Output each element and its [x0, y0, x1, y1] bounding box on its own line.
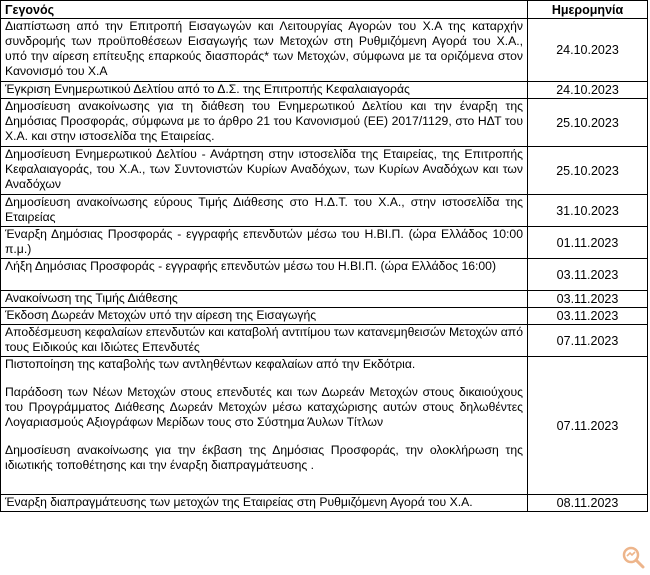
event-text: Έναρξη διαπραγμάτευσης των μετοχών της Εταιρείας στη Ρυθμιζόμενη Αγορά του Χ.Α. — [5, 495, 473, 509]
event-text: Πιστοποίηση της καταβολής των αντληθέντων κεφαλαίων από την Εκδότρια. — [5, 357, 416, 371]
table-row — [1, 195, 648, 227]
event-text: Αποδέσμευση κεφαλαίων επενδυτών και καταβολή αντιτίμου των κατανεμηθεισών Μετοχών από τους Ειδικούς και Ιδιώτες Επενδυτές — [5, 325, 523, 354]
date-cell: 01.11.2023 — [528, 227, 648, 259]
event-text: Δημοσίευση ανακοίνωσης εύρους Τιμής Διάθεσης στο Η.Δ.Τ. του Χ.Α., στην ιστοσελίδα της Εταιρείας — [5, 195, 523, 224]
table-row — [1, 291, 648, 308]
table-body — [1, 19, 648, 512]
date-cell: 25.10.2023 — [528, 147, 648, 195]
header-event: Γεγονός — [1, 1, 528, 19]
header-row — [1, 1, 648, 19]
date-cell: 07.11.2023 — [528, 325, 648, 357]
event-text: Διαπίστωση από την Επιτροπή Εισαγωγών και Λειτουργίας Αγορών του Χ.Α της καταρχήν συνδρομής των προϋποθέσεων Εισαγωγής των Μετοχών στη Ρυθμιζόμενη Αγορά του Χ.Α., υπό την αίρεση επίτευξης επαρκούς διασποράς* των Μετοχών, σύμφωνα με τα οριζόμενα στον Κανονισμό του Χ.Α — [5, 19, 523, 78]
event-text: Ανακοίνωση της Τιμής Διάθεσης — [5, 291, 178, 305]
event-cell — [1, 19, 528, 82]
event-cell — [1, 259, 528, 291]
event-text: Δημοσίευση ανακοίνωσης για τη διάθεση του Ενημερωτικού Δελτίου και την έναρξη της Δημόσιας Προσφοράς, σύμφωνα με το άρθρο 21 του Κανονισμού (ΕΕ) 2017/1129, στο ΗΔΤ του Χ.Α. και στην ιστοσελίδα της Εταιρείας. — [5, 99, 523, 143]
date-cell: 07.11.2023 — [528, 357, 648, 495]
event-cell — [1, 82, 528, 99]
table-row — [1, 259, 648, 291]
header-date: Ημερομηνία — [528, 1, 648, 19]
event-cell — [1, 291, 528, 308]
event-cell — [1, 308, 528, 325]
table-row — [1, 308, 648, 325]
event-cell — [1, 227, 528, 259]
date-cell: 25.10.2023 — [528, 99, 648, 147]
table-row — [1, 99, 648, 147]
event-cell — [1, 357, 528, 495]
event-text: Λήξη Δημόσιας Προσφοράς - εγγραφής επενδυτών μέσω του Η.ΒΙ.Π. (ώρα Ελλάδος 16:00) — [5, 259, 497, 273]
table-row — [1, 82, 648, 99]
event-text: Παράδοση των Νέων Μετοχών στους επενδυτές και των Δωρεάν Μετοχών στους δικαιούχους του Προγράμματος Διάθεσης Δωρεάν Μετοχών μέσω καταχώρισης αυτών στους δηλωθέντες Λογαριασμούς Αξιογράφων Μερίδων τους στο Σύστημα Άυλων Τίτλων — [5, 385, 523, 429]
table-row — [1, 147, 648, 195]
event-text: Έναρξη Δημόσιας Προσφοράς - εγγραφής επενδυτών μέσω του Η.ΒΙ.Π. (ώρα Ελλάδος 10:00 π.μ.) — [5, 227, 523, 256]
event-cell — [1, 495, 528, 512]
date-cell: 24.10.2023 — [528, 82, 648, 99]
event-text: Έκδοση Δωρεάν Μετοχών υπό την αίρεση της Εισαγωγής — [5, 308, 317, 322]
date-cell: 03.11.2023 — [528, 291, 648, 308]
date-cell: 03.11.2023 — [528, 308, 648, 325]
table-row — [1, 19, 648, 82]
table-row — [1, 227, 648, 259]
date-cell: 31.10.2023 — [528, 195, 648, 227]
event-cell — [1, 195, 528, 227]
date-cell: 24.10.2023 — [528, 19, 648, 82]
table-row — [1, 325, 648, 357]
magnifier-logo-icon — [621, 545, 645, 569]
table-row — [1, 495, 648, 512]
event-cell — [1, 147, 528, 195]
table-row — [1, 357, 648, 495]
event-text: Έγκριση Ενημερωτικού Δελτίου από το Δ.Σ. της Επιτροπής Κεφαλαιαγοράς — [5, 82, 410, 96]
date-cell: 03.11.2023 — [528, 259, 648, 291]
event-text: Δημοσίευση Ενημερωτικού Δελτίου - Ανάρτηση στην ιστοσελίδα της Εταιρείας, της Επιτροπής Κεφαλαιαγοράς, του Χ.Α., των Συντονιστών Κυρίων Αναδόχων, των Κυρίων Αναδόχων και των Αναδόχων — [5, 147, 523, 191]
event-cell — [1, 325, 528, 357]
date-cell: 08.11.2023 — [528, 495, 648, 512]
event-text: Δημοσίευση ανακοίνωσης για την έκβαση της Δημόσιας Προσφοράς, την ολοκλήρωση της ιδιωτικής τοποθέτησης και την έναρξη διαπραγμάτευσης . — [5, 443, 523, 472]
event-cell — [1, 99, 528, 147]
